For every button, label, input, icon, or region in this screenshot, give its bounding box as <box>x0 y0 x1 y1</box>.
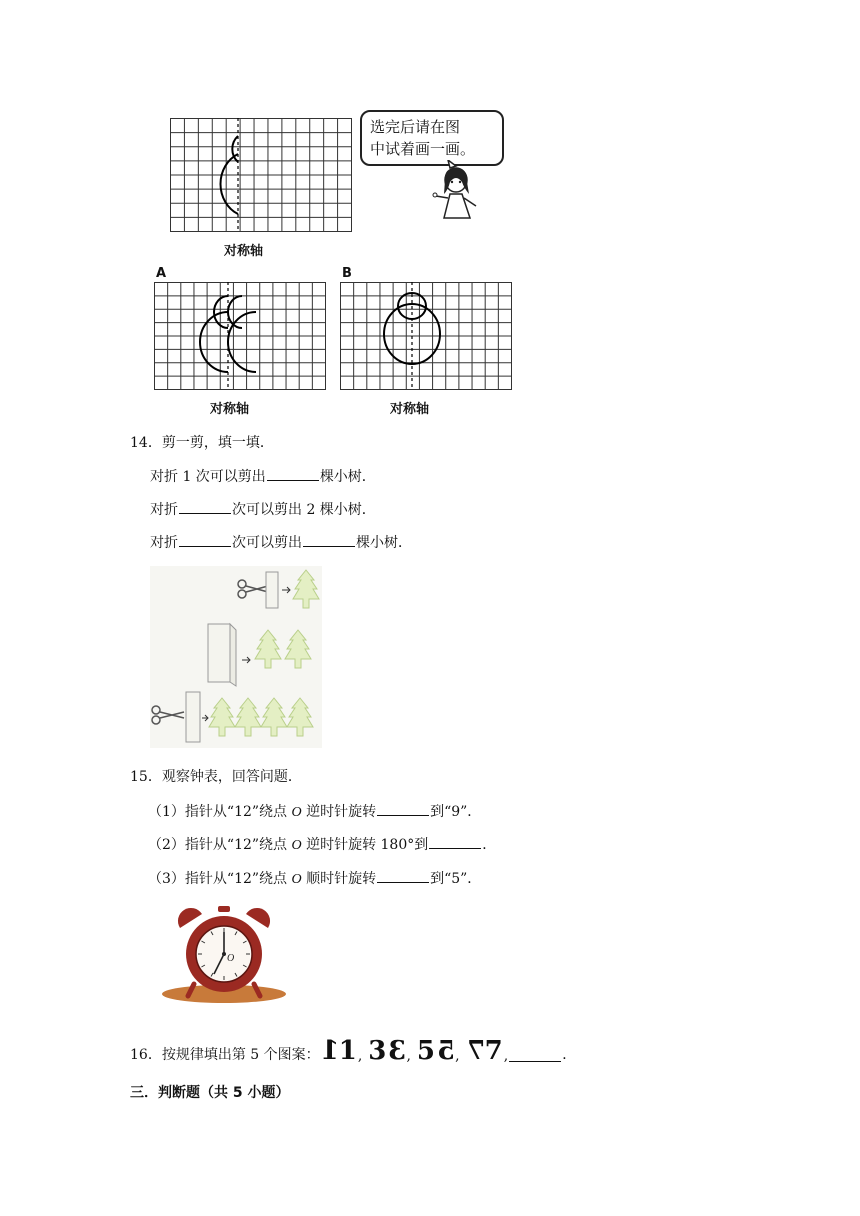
q14-line3-text-a: 对折 <box>150 535 178 551</box>
q14-title: 14．剪一剪，填一填． <box>130 435 274 451</box>
option-a-grid <box>154 282 326 390</box>
folded-paper-3 <box>186 692 200 742</box>
pattern-4-icon: 77 <box>465 1036 504 1066</box>
bubble-line-1: 选完后请在图 <box>370 118 461 136</box>
alarm-clock-illustration <box>150 902 296 1008</box>
q14-line2-text-a: 对折 <box>150 502 178 518</box>
girl-illustration <box>428 160 482 222</box>
q15-line-2 <box>148 834 496 854</box>
q15-blank-2[interactable] <box>429 836 481 849</box>
q15-blank-1[interactable] <box>377 803 429 816</box>
axis-caption-b: 对称轴 <box>390 402 430 417</box>
folded-paper-2 <box>208 624 230 682</box>
q16-line: 16．按规律填出第 5 个图案： 11 , 33 , 55 , 77 , ． <box>130 1036 577 1066</box>
q14-line-1 <box>150 466 376 486</box>
q14-line-3 <box>150 532 412 552</box>
q15-l2-text-a: （2）指针从“12”绕点 <box>148 837 292 853</box>
q15-title: 15．观察钟表，回答问题． <box>130 769 302 785</box>
top-symmetry-grid <box>170 118 352 232</box>
bubble-line-2: 中试着画一画。 <box>370 140 476 158</box>
q15-l2-point: O <box>291 838 302 853</box>
q14-blank-1[interactable] <box>267 468 319 481</box>
q14-line3-text-b: 次可以剪出 <box>232 535 302 551</box>
q14-line-2 <box>150 499 376 519</box>
q15-l3-text-c: 到“5”． <box>430 871 482 887</box>
q15-l1-text-c: 到“9”． <box>430 804 482 820</box>
q15-line-3 <box>148 868 481 888</box>
folded-paper-1 <box>266 572 278 608</box>
q15-blank-3[interactable] <box>377 870 429 883</box>
grid-lines <box>340 282 512 390</box>
paper-cutting-illustration <box>150 566 322 748</box>
grid-lines <box>154 282 326 390</box>
q16-end: ． <box>562 1047 577 1063</box>
q15-l3-point: O <box>291 872 302 887</box>
q14-line1-text-a: 对折 1 次可以剪出 <box>150 469 266 485</box>
pattern-2-icon: 33 <box>368 1036 407 1066</box>
option-a-label: A <box>156 266 167 281</box>
q16-answer-blank[interactable] <box>509 1049 561 1062</box>
arc-large <box>220 154 238 214</box>
option-b-label: B <box>342 266 352 281</box>
pattern-1-icon: 11 <box>319 1036 358 1066</box>
axis-caption-top: 对称轴 <box>224 244 264 259</box>
grid-lines <box>170 118 352 232</box>
section-3-title: 三．判断题（共 5 小题） <box>130 1085 290 1101</box>
q14-line2-text-b: 次可以剪出 2 棵小树． <box>232 502 376 518</box>
pattern-3-icon: 55 <box>416 1036 456 1066</box>
q15-l1-point: O <box>291 805 302 820</box>
q14-blank-2[interactable] <box>179 501 231 514</box>
speech-bubble <box>360 110 504 166</box>
q15-l3-text-b: 顺时针旋转 <box>301 871 377 887</box>
q14-blank-3[interactable] <box>179 534 231 547</box>
q15-l2-text-c: ． <box>482 837 497 853</box>
q15-l3-text-a: （3）指针从“12”绕点 <box>148 871 292 887</box>
q15-line-1 <box>148 801 481 821</box>
q14-line3-text-c: 棵小树． <box>356 535 412 551</box>
clock-center-label: O <box>227 953 235 964</box>
q15-l2-text-b: 逆时针旋转 180°到 <box>301 837 429 853</box>
q15-l1-text-a: （1）指针从“12”绕点 <box>148 804 292 820</box>
option-b-grid <box>340 282 512 390</box>
axis-caption-a: 对称轴 <box>210 402 250 417</box>
q14-line1-text-b: 棵小树． <box>319 469 376 485</box>
q15-l1-text-b: 逆时针旋转 <box>301 804 377 820</box>
q14-blank-4[interactable] <box>303 534 355 547</box>
q16-text: 16．按规律填出第 5 个图案： <box>130 1047 320 1063</box>
